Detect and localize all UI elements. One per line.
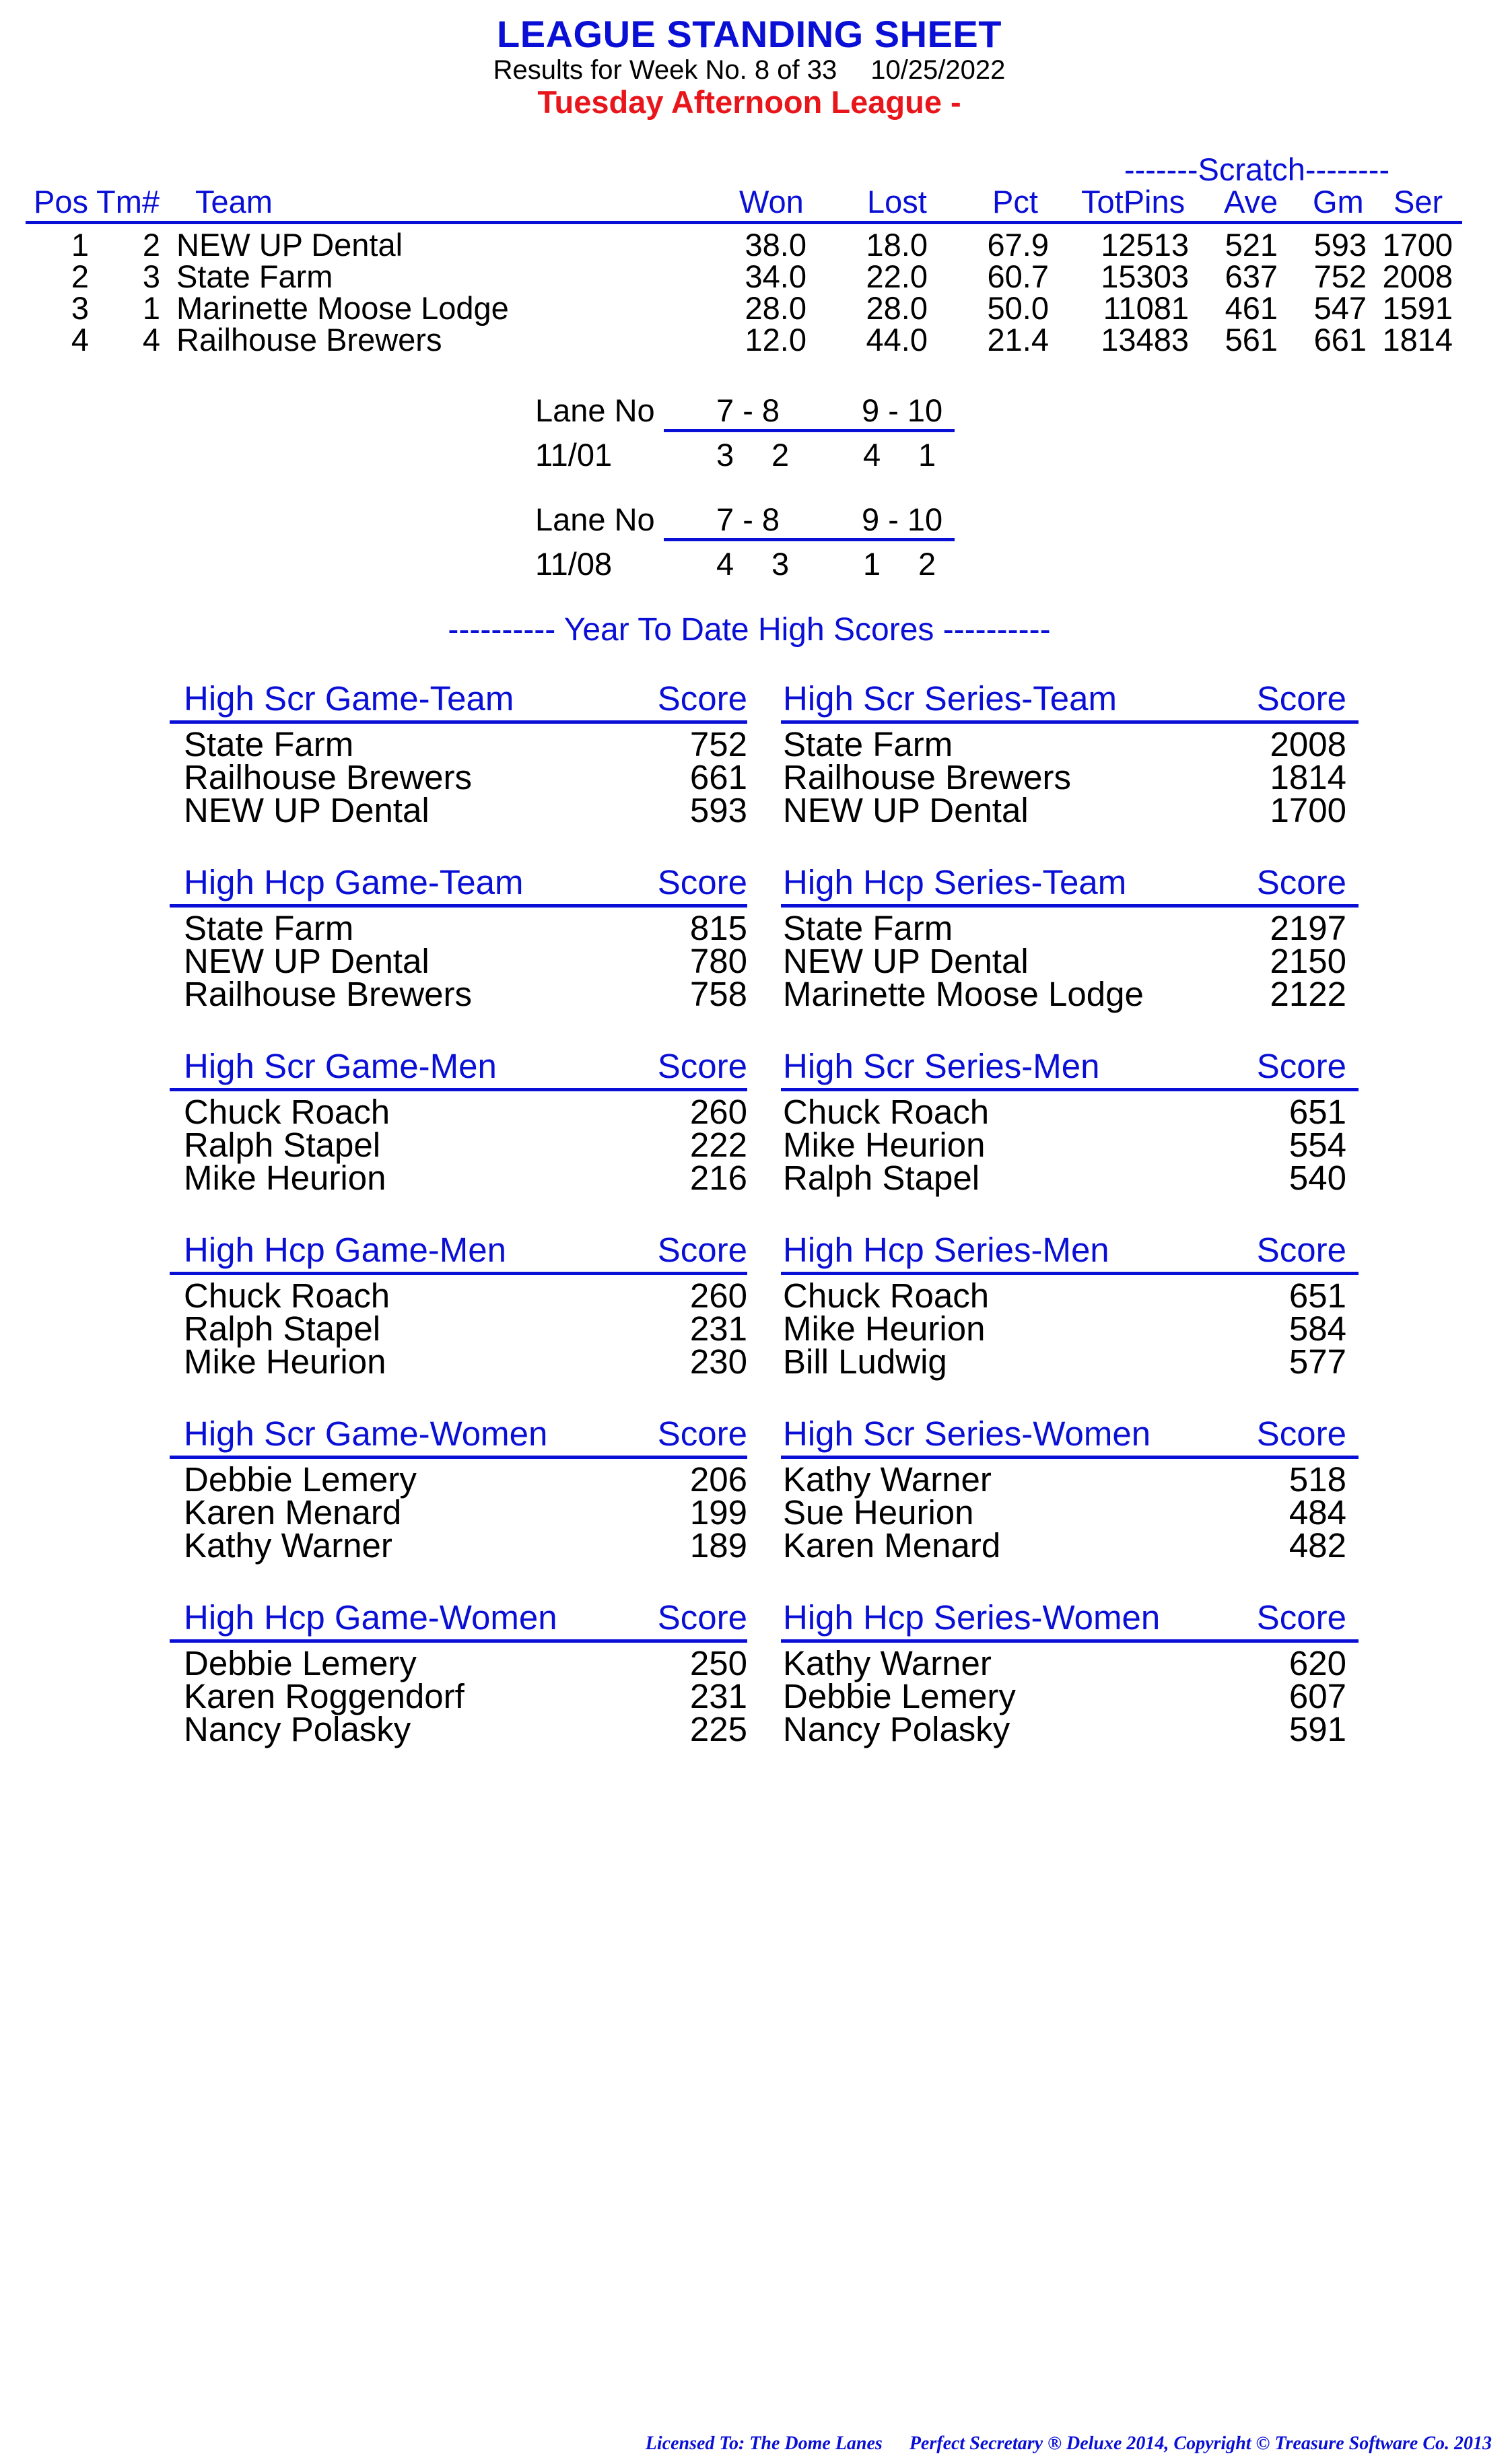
col-pct: Pct xyxy=(992,184,1038,219)
lane-team-d: 1 xyxy=(918,437,936,473)
bowler-score: 593 xyxy=(689,791,747,829)
cell-team: Railhouse Brewers xyxy=(176,322,442,357)
bowler-score: 651 xyxy=(1288,1276,1346,1315)
bowler-name: NEW UP Dental xyxy=(184,942,429,980)
cell-team: State Farm xyxy=(176,259,333,294)
cell-gm: 661 xyxy=(1313,322,1367,357)
bowler-name: Debbie Lemery xyxy=(184,1644,417,1682)
bowler-score: 815 xyxy=(689,909,747,947)
high-score-rule xyxy=(170,1272,747,1275)
high-score-rule xyxy=(781,1639,1359,1643)
bowler-name: Chuck Roach xyxy=(184,1093,390,1131)
bowler-name: Ralph Stapel xyxy=(783,1159,980,1197)
cell-tm: 1 xyxy=(142,290,160,326)
bowler-score: 1700 xyxy=(1270,791,1346,829)
bowler-score: 2122 xyxy=(1270,975,1346,1013)
bowler-score: 206 xyxy=(689,1460,747,1499)
bowler-name: Chuck Roach xyxy=(783,1276,990,1315)
high-score-rule xyxy=(781,904,1359,908)
report-date: 10/25/2022 xyxy=(870,55,1006,85)
lane-pair-1: 7 - 8 xyxy=(716,502,780,537)
bowler-name: Nancy Polasky xyxy=(783,1710,1010,1748)
bowler-name: Railhouse Brewers xyxy=(184,758,473,796)
bowler-name: Marinette Moose Lodge xyxy=(783,975,1144,1013)
bowler-score: 189 xyxy=(689,1526,747,1565)
bowler-score: 620 xyxy=(1288,1644,1346,1682)
high-score-title: High Scr Game-Women xyxy=(184,1414,548,1453)
high-score-title: High Hcp Game-Team xyxy=(184,863,524,901)
cell-pos: 4 xyxy=(71,322,89,357)
cell-won: 38.0 xyxy=(745,227,806,263)
bowler-name: State Farm xyxy=(783,725,953,763)
lane-pair-2: 9 - 10 xyxy=(862,392,943,428)
high-score-rule xyxy=(170,1456,747,1459)
cell-ave: 637 xyxy=(1225,259,1278,294)
lane-date: 11/08 xyxy=(535,546,613,582)
scratch-group-label: -------Scratch-------- xyxy=(1124,151,1390,187)
cell-pct: 67.9 xyxy=(987,227,1049,263)
col-pos: Pos xyxy=(34,184,88,219)
results-label: Results for Week No. 8 of 33 xyxy=(493,55,837,85)
cell-won: 12.0 xyxy=(745,322,806,357)
bowler-name: Chuck Roach xyxy=(783,1093,990,1131)
lane-team-b: 2 xyxy=(771,437,790,473)
bowler-score: 231 xyxy=(689,1677,747,1715)
high-score-rule xyxy=(170,1639,747,1643)
bowler-name: NEW UP Dental xyxy=(783,942,1029,980)
bowler-score: 260 xyxy=(689,1276,747,1315)
standings-header-rule xyxy=(26,221,1462,224)
col-ave: Ave xyxy=(1224,184,1278,219)
lane-rule xyxy=(664,429,955,432)
col-won: Won xyxy=(739,184,804,219)
bowler-name: Mike Heurion xyxy=(184,1342,386,1381)
cell-ave: 561 xyxy=(1225,322,1278,357)
cell-pos: 3 xyxy=(71,290,89,326)
high-score-title: High Hcp Game-Women xyxy=(184,1598,557,1637)
cell-pct: 21.4 xyxy=(987,322,1049,357)
high-score-title: High Scr Series-Women xyxy=(783,1414,1151,1453)
cell-tm: 4 xyxy=(142,322,160,357)
bowler-name: State Farm xyxy=(783,909,953,947)
bowler-score: 577 xyxy=(1288,1342,1346,1381)
bowler-name: NEW UP Dental xyxy=(184,791,429,829)
cell-tm: 3 xyxy=(142,259,160,294)
cell-totpins: 13483 xyxy=(1101,322,1189,357)
bowler-score: 2197 xyxy=(1270,909,1346,947)
score-label: Score xyxy=(657,679,747,718)
cell-ser: 1591 xyxy=(1382,290,1453,326)
bowler-name: Mike Heurion xyxy=(783,1126,986,1164)
high-score-title: High Scr Series-Team xyxy=(783,679,1117,718)
license-text: Licensed To: The Dome Lanes xyxy=(645,2433,883,2454)
lane-team-d: 2 xyxy=(918,546,936,582)
bowler-name: Debbie Lemery xyxy=(783,1677,1016,1715)
bowler-name: Railhouse Brewers xyxy=(783,758,1072,796)
lane-rule xyxy=(664,538,955,541)
high-score-title: High Scr Game-Men xyxy=(184,1047,497,1085)
cell-lost: 18.0 xyxy=(866,227,928,263)
bowler-score: 584 xyxy=(1288,1309,1346,1348)
high-score-rule xyxy=(781,1088,1359,1091)
lane-team-c: 4 xyxy=(863,437,881,473)
bowler-name: NEW UP Dental xyxy=(783,791,1029,829)
cell-pct: 60.7 xyxy=(987,259,1049,294)
cell-tm: 2 xyxy=(142,227,160,263)
cell-ser: 1700 xyxy=(1382,227,1453,263)
lane-date: 11/01 xyxy=(535,437,613,473)
col-gm: Gm xyxy=(1313,184,1364,219)
bowler-score: 222 xyxy=(689,1126,747,1164)
lane-team-a: 3 xyxy=(716,437,734,473)
bowler-name: Mike Heurion xyxy=(783,1309,986,1348)
high-score-rule xyxy=(781,1272,1359,1275)
high-score-rule xyxy=(781,1456,1359,1459)
lane-pair-2: 9 - 10 xyxy=(862,502,943,537)
bowler-name: Karen Menard xyxy=(184,1493,402,1532)
bowler-score: 484 xyxy=(1288,1493,1346,1532)
cell-gm: 593 xyxy=(1313,227,1367,263)
bowler-score: 231 xyxy=(689,1309,747,1348)
cell-ser: 1814 xyxy=(1382,322,1453,357)
bowler-score: 1814 xyxy=(1270,758,1346,796)
col-lost: Lost xyxy=(867,184,927,219)
bowler-score: 758 xyxy=(689,975,747,1013)
product-text: Perfect Secretary ® Deluxe 2014, Copyright © Treasure Software Co. 2013 xyxy=(909,2433,1492,2454)
bowler-score: 216 xyxy=(689,1159,747,1197)
bowler-score: 482 xyxy=(1288,1526,1346,1565)
week-results xyxy=(0,55,1499,86)
bowler-score: 752 xyxy=(689,725,747,763)
cell-lost: 22.0 xyxy=(866,259,928,294)
bowler-score: 651 xyxy=(1288,1093,1346,1131)
bowler-name: Mike Heurion xyxy=(184,1159,386,1197)
high-score-title: High Hcp Game-Men xyxy=(184,1231,506,1269)
cell-totpins: 11081 xyxy=(1103,290,1189,326)
bowler-name: Karen Menard xyxy=(783,1526,1001,1565)
cell-gm: 547 xyxy=(1313,290,1367,326)
lane-pair-1: 7 - 8 xyxy=(716,392,780,428)
bowler-score: 540 xyxy=(1288,1159,1346,1197)
cell-ave: 461 xyxy=(1225,290,1278,326)
high-score-title: High Hcp Series-Team xyxy=(783,863,1127,901)
lane-team-b: 3 xyxy=(771,546,790,582)
high-score-title: High Scr Game-Team xyxy=(184,679,514,718)
bowler-name: Kathy Warner xyxy=(783,1460,992,1499)
cell-team: NEW UP Dental xyxy=(176,227,403,263)
high-score-rule xyxy=(170,1088,747,1091)
high-score-title: High Hcp Series-Women xyxy=(783,1598,1161,1637)
bowler-score: 199 xyxy=(689,1493,747,1532)
cell-gm: 752 xyxy=(1313,259,1367,294)
ytd-title: ---------- Year To Date High Scores ---------- xyxy=(448,612,1051,648)
bowler-name: Bill Ludwig xyxy=(783,1342,947,1381)
score-label: Score xyxy=(1256,679,1346,718)
high-score-rule xyxy=(781,720,1359,724)
bowler-name: Ralph Stapel xyxy=(184,1126,381,1164)
score-label: Score xyxy=(657,1047,747,1085)
league-name: Tuesday Afternoon League - xyxy=(537,84,961,120)
cell-pos: 2 xyxy=(71,259,89,294)
bowler-name: Debbie Lemery xyxy=(184,1460,417,1499)
lane-label: Lane No xyxy=(535,502,655,537)
high-score-rule xyxy=(170,904,747,908)
score-label: Score xyxy=(657,1231,747,1269)
score-label: Score xyxy=(1256,1231,1346,1269)
bowler-score: 250 xyxy=(689,1644,747,1682)
cell-lost: 28.0 xyxy=(866,290,928,326)
col-team-number: Tm# xyxy=(96,184,160,219)
bowler-name: Sue Heurion xyxy=(783,1493,974,1532)
bowler-name: State Farm xyxy=(184,909,354,947)
score-label: Score xyxy=(1256,863,1346,901)
bowler-score: 591 xyxy=(1288,1710,1346,1748)
score-label: Score xyxy=(657,1598,747,1637)
high-score-rule xyxy=(170,720,747,724)
bowler-score: 2008 xyxy=(1270,725,1346,763)
bowler-score: 518 xyxy=(1288,1460,1346,1499)
bowler-name: Kathy Warner xyxy=(783,1644,992,1682)
lane-team-a: 4 xyxy=(716,546,734,582)
cell-ser: 2008 xyxy=(1382,259,1453,294)
bowler-name: Nancy Polasky xyxy=(184,1710,411,1748)
score-label: Score xyxy=(1256,1598,1346,1637)
cell-lost: 44.0 xyxy=(866,322,928,357)
col-ser: Ser xyxy=(1394,184,1443,219)
col-team: Team xyxy=(195,184,273,219)
bowler-name: Karen Roggendorf xyxy=(184,1677,465,1715)
bowler-score: 607 xyxy=(1288,1677,1346,1715)
high-score-title: High Hcp Series-Men xyxy=(783,1231,1109,1269)
footer xyxy=(646,2433,1492,2455)
bowler-name: Kathy Warner xyxy=(184,1526,392,1565)
bowler-score: 225 xyxy=(689,1710,747,1748)
bowler-score: 2150 xyxy=(1270,942,1346,980)
score-label: Score xyxy=(657,863,747,901)
bowler-name: Ralph Stapel xyxy=(184,1309,381,1348)
score-label: Score xyxy=(1256,1047,1346,1085)
score-label: Score xyxy=(657,1414,747,1453)
score-label: Score xyxy=(1256,1414,1346,1453)
bowler-name: Railhouse Brewers xyxy=(184,975,473,1013)
cell-won: 28.0 xyxy=(745,290,806,326)
cell-ave: 521 xyxy=(1225,227,1278,263)
bowler-score: 780 xyxy=(689,942,747,980)
bowler-name: State Farm xyxy=(184,725,354,763)
cell-pct: 50.0 xyxy=(987,290,1049,326)
bowler-score: 260 xyxy=(689,1093,747,1131)
cell-totpins: 15303 xyxy=(1101,259,1189,294)
bowler-name: Chuck Roach xyxy=(184,1276,390,1315)
cell-team: Marinette Moose Lodge xyxy=(176,290,509,326)
page-title: LEAGUE STANDING SHEET xyxy=(497,13,1002,55)
high-score-title: High Scr Series-Men xyxy=(783,1047,1100,1085)
lane-label: Lane No xyxy=(535,392,655,428)
col-totpins: TotPins xyxy=(1081,184,1185,219)
bowler-score: 661 xyxy=(689,758,747,796)
cell-won: 34.0 xyxy=(745,259,806,294)
cell-pos: 1 xyxy=(71,227,89,263)
bowler-score: 230 xyxy=(689,1342,747,1381)
bowler-score: 554 xyxy=(1288,1126,1346,1164)
lane-team-c: 1 xyxy=(863,546,881,582)
cell-totpins: 12513 xyxy=(1101,227,1189,263)
